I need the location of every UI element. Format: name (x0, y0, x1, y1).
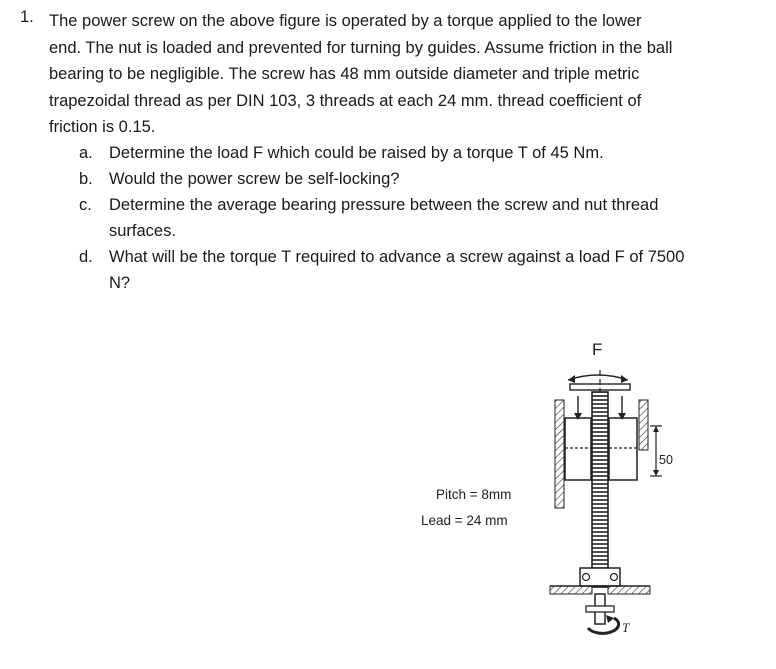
part-line: Determine the average bearing pressure between the screw and nut thread (109, 196, 659, 214)
part-text (109, 166, 743, 192)
lead-label: Lead = 24 mm (421, 513, 508, 528)
left-guide-wall (555, 400, 564, 508)
ground-hatch-left (550, 586, 592, 594)
screw-shaft (592, 392, 608, 587)
dimension-label: 50 (659, 453, 673, 467)
part-line: Determine the load F which could be raised by a torque T of 45 Nm. (109, 144, 604, 162)
power-screw-figure (400, 330, 730, 664)
pitch-label: Pitch = 8mm (436, 487, 512, 502)
force-label: F (592, 340, 603, 359)
part-label: d. (79, 248, 93, 266)
right-guide-wall (639, 400, 648, 450)
question-line: friction is 0.15. (49, 118, 156, 136)
ground-hatch-right (608, 586, 650, 594)
nut-right-block (609, 418, 637, 480)
force-arrow (568, 375, 628, 380)
torque-arrowhead (606, 615, 614, 623)
part-line: Would the power screw be self-locking? (109, 170, 400, 188)
question-line: bearing to be negligible. The screw has 48 mm outside diameter and triple metric (49, 65, 640, 83)
question-number: 1. (20, 8, 34, 26)
question-line: end. The nut is loaded and prevented for turning by guides. Assume friction in the ball (49, 38, 673, 57)
part-line: surfaces. (109, 222, 176, 240)
part-text (109, 192, 743, 244)
handle-bar (586, 606, 614, 612)
part-text (109, 244, 743, 296)
part-label: b. (79, 170, 93, 188)
part-label: c. (79, 196, 92, 214)
question-line: trapezoidal thread as per DIN 103, 3 threads at each 24 mm. thread coefficient of (49, 91, 642, 110)
part-text (109, 140, 743, 166)
question-line: The power screw on the above figure is operated by a torque applied to the lower (49, 12, 642, 30)
nut-left-block (565, 418, 591, 480)
part-line: N? (109, 274, 131, 292)
question-text (49, 8, 743, 141)
part-line: What will be the torque T required to advance a screw against a load F of 7500 (109, 248, 685, 266)
bearing-support (580, 568, 620, 586)
part-label: a. (79, 144, 93, 162)
torque-label: T (622, 620, 630, 635)
